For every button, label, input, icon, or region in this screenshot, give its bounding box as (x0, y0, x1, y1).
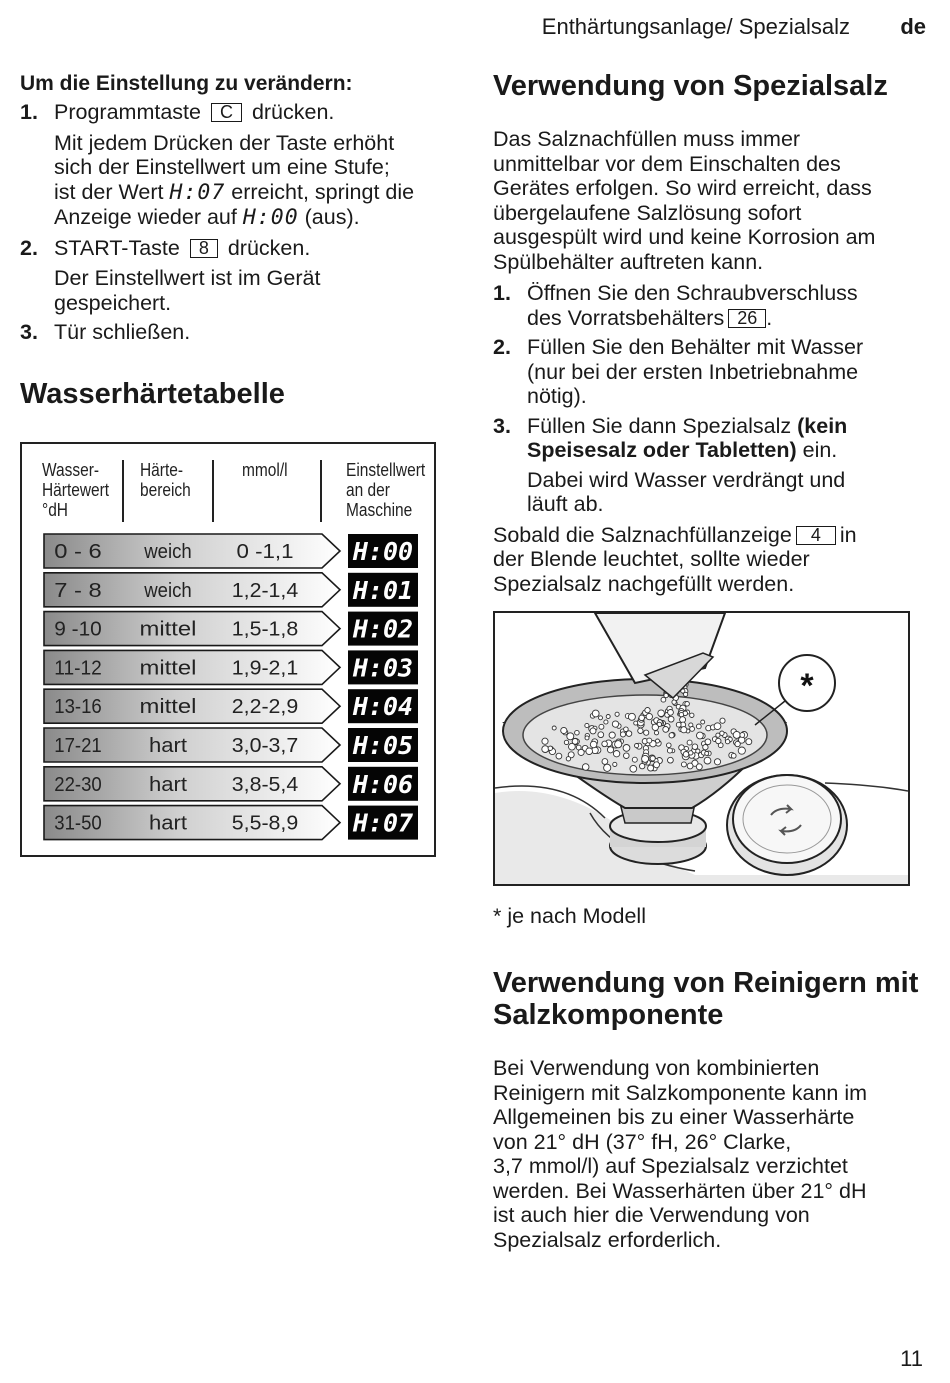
cell-mmol: 0 -1,1 (236, 541, 294, 563)
salt-granule (607, 747, 613, 753)
segment-display-value: H:00 (242, 205, 299, 230)
text-line: Speisesalz oder Tabletten) ein. (527, 438, 838, 462)
salt-filling-illustration (493, 611, 910, 886)
salt-granule (685, 702, 690, 707)
cell-mmol: 1,2-1,4 (231, 579, 299, 602)
salt-granule (599, 724, 604, 729)
salt-granule (716, 738, 721, 743)
table-row (44, 767, 418, 801)
text-line: Füllen Sie den Behälter mit Wasser (527, 335, 864, 359)
step-text: Programmtaste (54, 100, 201, 124)
salt-granule (620, 732, 625, 737)
salt-granule (606, 715, 610, 719)
heading-line: Salzkomponente (493, 999, 724, 1031)
cell-hardness-value: 0 - 6 (54, 541, 102, 563)
salt-granule (696, 764, 702, 770)
cell-hardness-range: weich (143, 541, 192, 563)
table-row (44, 689, 418, 723)
salt-granule (613, 762, 617, 766)
salt-granule (654, 731, 658, 735)
salt-granule (687, 740, 692, 745)
detail-text: (aus). (304, 205, 360, 229)
table-row (44, 728, 418, 762)
step-text: drücken. (251, 100, 335, 124)
salt-granule (552, 726, 556, 730)
salt-granule (705, 739, 711, 745)
table-row (44, 612, 418, 646)
salt-granule (735, 741, 740, 746)
text-line: von 21° dH (37° fH, 26° Clarke, (493, 1129, 792, 1154)
special-salt-section (493, 127, 933, 596)
text-line: Sobald die Salznachfüllanzeige 4 in (493, 522, 857, 547)
salt-granule (669, 733, 674, 738)
settings-heading: Um die Einstellung zu verändern: (20, 72, 353, 95)
cell-hardness-range: hart (149, 773, 188, 796)
running-header-title: Enthärtungsanlage/ Spezialsalz (541, 14, 850, 39)
step-number: 3. (493, 413, 511, 438)
detail-text: ist der Wert (54, 179, 164, 204)
text-line: Dabei wird Wasser verdrängt und (527, 467, 846, 492)
detail-line (54, 180, 460, 206)
detail-line: Mit jedem Drücken der Taste erhöht (54, 130, 395, 155)
cell-hardness-value: 7 - 8 (54, 579, 102, 602)
table-row (44, 573, 418, 607)
salt-step-3 (493, 414, 933, 517)
column-header-machine-setting: Einstellwert an der Maschine (346, 460, 426, 520)
cell-hardness-range: weich (143, 579, 192, 602)
detail-text: Anzeige wieder auf (54, 205, 237, 229)
text-line: Spezialsalz nachgefüllt werden. (493, 571, 795, 596)
salt-granule (602, 741, 608, 747)
salt-granule (679, 712, 683, 716)
text-line: nötig). (527, 384, 587, 408)
salt-granule (612, 721, 618, 727)
salt-granule (733, 731, 740, 738)
step-number: 3. (20, 320, 38, 344)
detergent-paragraph (493, 1056, 933, 1252)
detail-line (54, 205, 460, 231)
detail-line: gespeichert. (54, 290, 172, 315)
salt-granule (650, 756, 655, 761)
salt-granule (615, 712, 619, 716)
salt-granule (556, 753, 562, 759)
column-header-mmol: mmol/l (242, 460, 288, 480)
funnel-drawing (495, 613, 908, 884)
salt-granule (592, 710, 599, 717)
key-symbol: C (211, 103, 242, 122)
salt-granule (639, 715, 645, 721)
footnote: * je nach Modell (493, 904, 646, 928)
salt-granule (623, 745, 630, 752)
salt-granule (692, 744, 698, 750)
cell-mmol: 2,2-2,9 (231, 696, 299, 719)
cell-hardness-range: mittel (139, 618, 197, 641)
heading-line: Verwendung von Reinigern mit (493, 967, 919, 999)
salt-granule (687, 763, 693, 769)
salt-granule (586, 748, 593, 755)
salt-granule (690, 727, 695, 732)
cell-machine-setting: H:05 (352, 731, 414, 760)
salt-granule (668, 757, 674, 763)
salt-granule (602, 759, 608, 765)
table-row (44, 650, 418, 684)
salt-granule (624, 753, 630, 759)
language-tag: de (900, 14, 926, 39)
text-line: ist auch hier die Verwendung von (493, 1203, 810, 1227)
step-2 (20, 236, 460, 261)
text-line: Öffnen Sie den Schraubverschluss (527, 281, 858, 305)
salt-granule (703, 745, 708, 750)
salt-granule (635, 744, 639, 748)
key-symbol: 4 (796, 526, 836, 545)
cell-mmol: 5,5-8,9 (231, 812, 299, 835)
salt-granule (613, 751, 619, 757)
salt-granule (725, 739, 729, 743)
salt-step-2 (493, 335, 933, 409)
step-text: drücken. (227, 235, 311, 260)
salt-granule (634, 721, 638, 725)
salt-granule (599, 716, 603, 720)
salt-granule (590, 741, 597, 748)
salt-granule (582, 764, 589, 771)
salt-granule (714, 723, 721, 730)
salt-granule (656, 739, 660, 743)
cell-machine-setting: H:04 (352, 692, 414, 722)
salt-granule (598, 732, 604, 738)
salt-granule (642, 755, 649, 762)
salt-granule (731, 753, 736, 758)
step-2-detail (54, 266, 460, 315)
salt-granule (609, 732, 615, 738)
step-1 (20, 100, 460, 125)
key-symbol: 26 (728, 309, 766, 328)
salt-granule (663, 727, 669, 733)
salt-granule (696, 749, 700, 753)
salt-granule (667, 748, 672, 753)
cell-machine-setting: H:02 (352, 614, 414, 644)
segment-display-value: H:07 (169, 179, 226, 205)
salt-granule (701, 720, 705, 724)
step-text: Tür schließen. (54, 320, 191, 344)
cell-machine-setting: H:06 (352, 769, 414, 799)
salt-granule (668, 710, 674, 716)
text-line: des Vorratsbehälters 26 . (527, 305, 773, 330)
step-1-detail (54, 131, 460, 231)
table-row (44, 534, 418, 568)
salt-granule (542, 746, 549, 753)
salt-granule (652, 724, 658, 730)
cell-machine-setting: H:00 (352, 537, 414, 566)
salt-granule (746, 739, 752, 745)
column-header-hardness-range: Härte- bereich (140, 460, 191, 500)
salt-granule (615, 741, 622, 748)
intro-paragraph (493, 127, 933, 274)
salt-granule (738, 747, 745, 754)
text-line: 3,7 mmol/l) auf Spezialsalz verzichtet (493, 1154, 848, 1178)
text-line: Gerätes erfolgen. So wird erreicht, dass (493, 176, 872, 200)
cell-hardness-value: 17-21 (54, 735, 102, 757)
cell-hardness-value: 22-30 (54, 773, 102, 796)
salt-granule (585, 723, 589, 727)
step-number: 1. (493, 281, 511, 305)
salt-granule (632, 757, 637, 762)
cell-hardness-range: hart (149, 735, 188, 757)
salt-step-1 (493, 281, 933, 330)
salt-granule (604, 720, 608, 724)
salt-granule (668, 716, 674, 722)
salt-granule (740, 733, 745, 738)
cell-hardness-value: 11-12 (54, 657, 102, 680)
refill-paragraph (493, 523, 933, 597)
table-row (44, 806, 418, 840)
cell-mmol: 3,8-5,4 (231, 773, 299, 796)
salt-granule (647, 738, 652, 743)
salt-granule (561, 727, 567, 733)
key-symbol: 8 (190, 239, 218, 258)
model-asterisk: * (800, 667, 814, 705)
salt-granule (705, 751, 709, 755)
text-line: Füllen Sie dann Spezialsalz (kein (527, 413, 848, 438)
salt-granule (646, 713, 652, 719)
salt-granule (672, 700, 676, 704)
text-line: der Blende leuchtet, sollte wieder (493, 547, 810, 571)
text-line: werden. Bei Wasserhärten über 21° dH (493, 1178, 867, 1203)
text-line: läuft ab. (527, 492, 604, 516)
salt-granule (578, 749, 584, 755)
salt-granule (720, 731, 724, 735)
hardness-rows (22, 444, 434, 855)
text-line: (nur bei der ersten Inbetriebnahme (527, 359, 859, 384)
salt-granule (640, 763, 645, 768)
table-heading: Wasserhärtetabelle (20, 378, 285, 410)
cell-machine-setting: H:07 (352, 808, 414, 838)
cell-hardness-value: 31-50 (54, 812, 102, 835)
page-number: 11 (900, 1346, 923, 1371)
text-line: übergelaufene Salzlösung sofort (493, 200, 802, 225)
salt-granule (690, 713, 694, 717)
text-line: ausgespült wird und keine Korrosion am (493, 225, 876, 249)
cell-mmol: 3,0-3,7 (231, 735, 299, 757)
salt-granule (658, 710, 665, 717)
step-number: 1. (20, 100, 38, 124)
salt-granule (714, 759, 720, 765)
salt-granule (697, 732, 704, 739)
salt-granule (644, 730, 649, 735)
column-header-hardness-value: Wasser- Härtewert °dH (42, 460, 110, 520)
salt-granule (704, 757, 711, 764)
text-line: Spülbehälter auftreten kann. (493, 249, 764, 274)
salt-granule (683, 752, 689, 758)
cell-hardness-value: 9 -10 (54, 618, 102, 641)
text-line: Das Salznachfüllen muss immer (493, 127, 801, 151)
salt-granule (630, 765, 637, 772)
salt-granule (572, 739, 578, 745)
settings-steps (20, 100, 460, 345)
salt-granule (628, 713, 635, 720)
cell-hardness-range: mittel (139, 696, 197, 719)
salt-granule (696, 724, 701, 729)
cell-hardness-range: mittel (139, 657, 197, 680)
text-line: Spezialsalz erforderlich. (493, 1227, 722, 1252)
salt-granule (638, 728, 643, 733)
text-line: Allgemeinen bis zu einer Wasserhärte (493, 1105, 855, 1129)
step-number: 2. (20, 235, 38, 260)
salt-granule (564, 740, 568, 744)
water-hardness-table (20, 442, 436, 857)
salt-granule (667, 743, 672, 748)
text-line: Reinigern mit Salzkomponente kann im (493, 1080, 868, 1105)
salt-granule (542, 738, 548, 744)
cell-mmol: 1,9-2,1 (231, 657, 299, 680)
section-heading-detergents (493, 967, 933, 1031)
salt-granule (567, 733, 574, 740)
salt-granule (681, 762, 686, 767)
salt-granule (684, 692, 688, 696)
detail-line: sich der Einstellwert um eine Stufe; (54, 155, 390, 179)
section-heading-special-salt: Verwendung von Spezialsalz (493, 70, 888, 102)
detail-text: erreicht, springt die (231, 179, 415, 204)
cell-mmol: 1,5-1,8 (231, 618, 299, 641)
salt-granule (645, 708, 650, 713)
salt-granule (661, 697, 666, 702)
salt-granule (566, 757, 570, 761)
cell-hardness-range: hart (149, 812, 188, 835)
salt-granule (720, 718, 725, 723)
step-number: 2. (493, 335, 511, 359)
cell-machine-setting: H:03 (352, 653, 414, 683)
salt-granule (575, 730, 580, 735)
text-line: unmittelbar vor dem Einschalten des (493, 151, 841, 176)
salt-granule (654, 762, 660, 768)
salt-granule (548, 746, 552, 750)
step-3 (20, 320, 460, 345)
detail-line: Der Einstellwert ist im Gerät (54, 266, 321, 290)
salt-granule (681, 727, 687, 733)
salt-granule (585, 736, 589, 740)
salt-granule (676, 722, 681, 727)
cell-machine-setting: H:01 (352, 575, 414, 605)
text-line: Bei Verwendung von kombinierten (493, 1056, 820, 1080)
salt-granule (590, 728, 596, 734)
salt-granule (648, 765, 654, 771)
cell-hardness-value: 13-16 (54, 696, 102, 719)
step-text: START-Taste (54, 235, 180, 260)
salt-granule (604, 764, 611, 771)
salt-granule (624, 727, 629, 732)
